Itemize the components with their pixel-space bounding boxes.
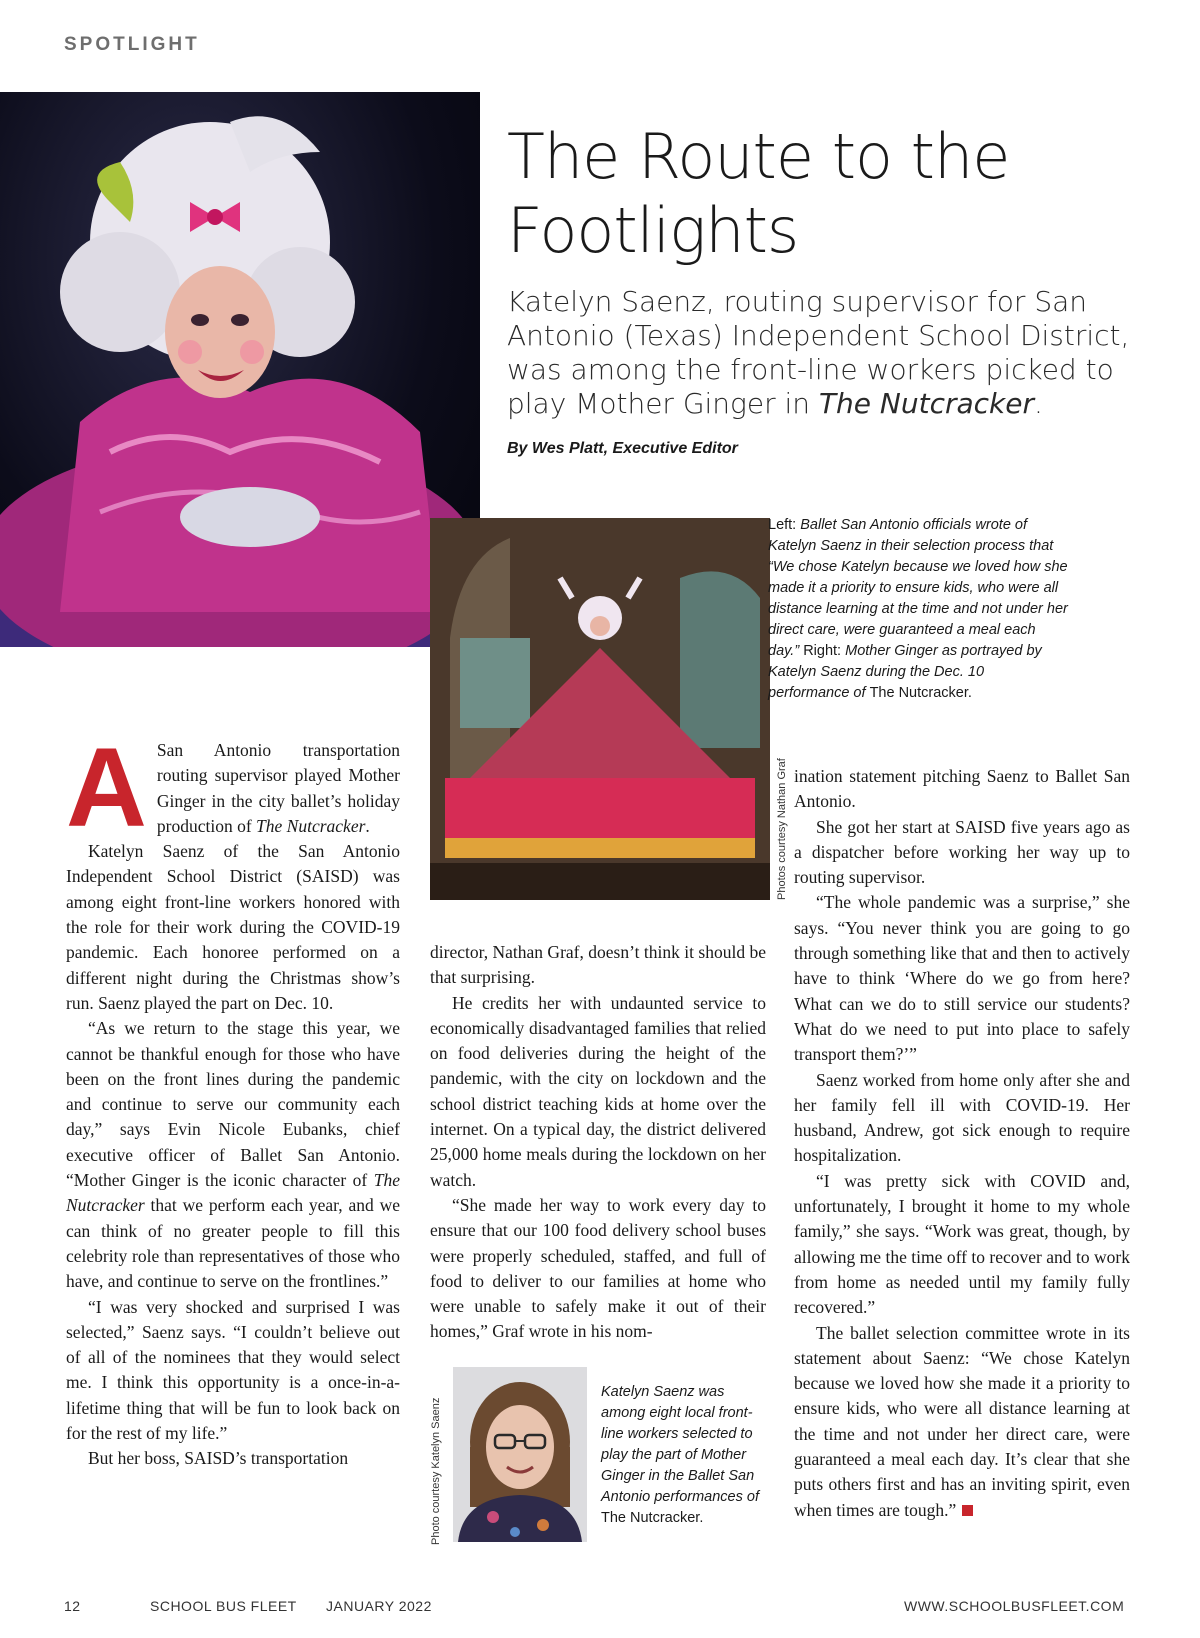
end-mark-icon [962,1505,973,1516]
drop-cap: A [66,725,147,850]
headline: The Route to the Footlights [507,120,1010,267]
article-paragraph: director, Nathan Graf, doesn’t think it should be that surprising. [430,942,766,988]
article-paragraph: He credits her with undaunted service to economically disadvantaged families that relied on food deliveries during the height of the pandemic, with the city on lockdown and the school district teaching kids at home over the internet. On a typical day, the district delivered 25,000 home meals during the lockdown on her watch. [430,992,766,1190]
article-paragraph: She got her start at SAISD five years ago as a dispatcher before working her way up to routing supervisor. [794,816,1130,888]
article-paragraph: “I was very shocked and surprised I was selected,” Saenz says. “I couldn’t believe out of all of the nominees that they would select me. I think this opportunity is a once-in-a-lifetime thing that will be fun to look back on for the rest of my life.” [66,1296,400,1444]
byline: By Wes Platt, Executive Editor [507,440,738,457]
issue-date: JANUARY 2022 [326,1598,432,1614]
mother-ginger-portrait-image [0,92,480,647]
article-paragraph: ination statement pitching Saenz to Ballet San Antonio. [794,766,1130,812]
main-photo [0,92,480,647]
magazine-name: SCHOOL BUS FLEET [150,1598,297,1614]
deck-text: Katelyn Saenz, routing supervisor for San Antonio (Texas) Independent School District, was among the front-line workers picked to play Mother Ginger in [507,285,1130,420]
article-text: San Antonio transportation routing supervisor played Mother Ginger in the city ballet’s holiday production of [156,740,400,836]
section-label: SPOTLIGHT [64,34,200,55]
article-column-3 [794,764,1130,1523]
caption-right-title: The Nutcracker [869,685,968,701]
headshot-photo [453,1367,587,1542]
article-column-2 [430,940,766,1345]
headshot-caption-title: The Nutcracker [601,1510,700,1526]
website-url: WWW.SCHOOLBUSFLEET.COM [904,1598,1125,1614]
article-text: . [365,815,370,836]
photo-caption [768,515,1068,704]
article-paragraph: “The whole pandemic was a surprise,” she says. “You never think you are going to go through something like that and then to actively have to think ‘Where do we go from here? What can we do to still service our students? What do we need to put into place to safely transport them?’” [794,892,1130,1065]
article-text: The ballet selection committee wrote in its statement about Saenz: “We chose Katelyn because we loved how she made it a priority to ensure kids, who were all distance learning at the time and not under her direct care, were guaranteed a meal each day. It’s clear that she puts others first and has an inviting spirit, even when times are tough.” [794,1322,1130,1520]
stage-photo [430,518,770,900]
article-title-ref: The Nutcracker [66,1170,400,1216]
article-text: that we perform each year, and we can think of no greater people to fill this celebrity role than representatives of those who have, and continue to serve on the frontlines.” [66,1195,400,1292]
caption-right-end: . [967,685,972,701]
deck-title: The Nutcracker [818,387,1034,420]
deck [507,285,1167,421]
headshot-caption [601,1382,761,1529]
article-title-ref: The Nutcracker [256,815,366,836]
article-paragraph: “She made her way to work every day to ensure that our 100 food delivery school buses were properly scheduled, staffed, and full of food to deliver to our families at home who were unable to safely make it out of their homes,” Graf wrote in his nom- [430,1194,766,1342]
article-paragraph: But her boss, SAISD’s transportation [88,1448,349,1469]
headshot-caption-end: . [699,1510,704,1526]
article-column-1 [66,725,400,1472]
caption-left-label: Left: [768,517,801,533]
page-number: 12 [64,1598,81,1614]
stage-performance-image [430,518,770,900]
article-paragraph: Saenz worked from home only after she and her family fell ill with COVID-19. Her husband, Andrew, got sick enough to require hospitalization. [794,1069,1130,1166]
article-paragraph [794,1321,1130,1523]
katelyn-saenz-headshot-image [453,1367,587,1542]
article-text: “As we return to the stage this year, we cannot be thankful enough for those who have been on the front lines during the pandemic and continue to serve our community each day,” says Evin Nicole Eubanks, chief executive officer of Ballet San Antonio. “Mother Ginger is the iconic character of [66,1018,400,1191]
headshot-photo-credit: Photo courtesy Katelyn Saenz [430,1397,442,1545]
caption-right-text: Mother Ginger as portrayed by Katelyn Saenz during the Dec. 10 performance of [768,643,1042,701]
headshot-caption-text: Katelyn Saenz was among eight local front-line workers selected to play the part of Mother Ginger in the Ballet San Antonio performances of [601,1384,759,1505]
caption-right-label: Right: [799,643,846,659]
article-paragraph: Katelyn Saenz of the San Antonio Independent School District (SAISD) was among eight front-line workers honored with the role for their work during the COVID-19 pandemic. Each honoree performed on a different night during the Christmas show’s run. Saenz played the part on Dec. 10. [66,841,400,1013]
article-paragraph: “I was pretty sick with COVID and, unfortunately, I brought it home to my whole family,” she says. “Work was great, though, by allowing me the time off to recover and to work from home as needed until my family fully recovered.” [794,1170,1130,1318]
article-paragraph [66,1016,400,1294]
deck-end: . [1034,387,1043,420]
stage-photo-credit: Photos courtesy Nathan Graf [776,758,788,900]
caption-left-text: Ballet San Antonio officials wrote of Katelyn Saenz in their selection process that “We chose Katelyn because we loved how she made it a priority to ensure kids, who were all distance learning at the time and not under her direct care, were guaranteed a meal each day.” [768,517,1068,659]
